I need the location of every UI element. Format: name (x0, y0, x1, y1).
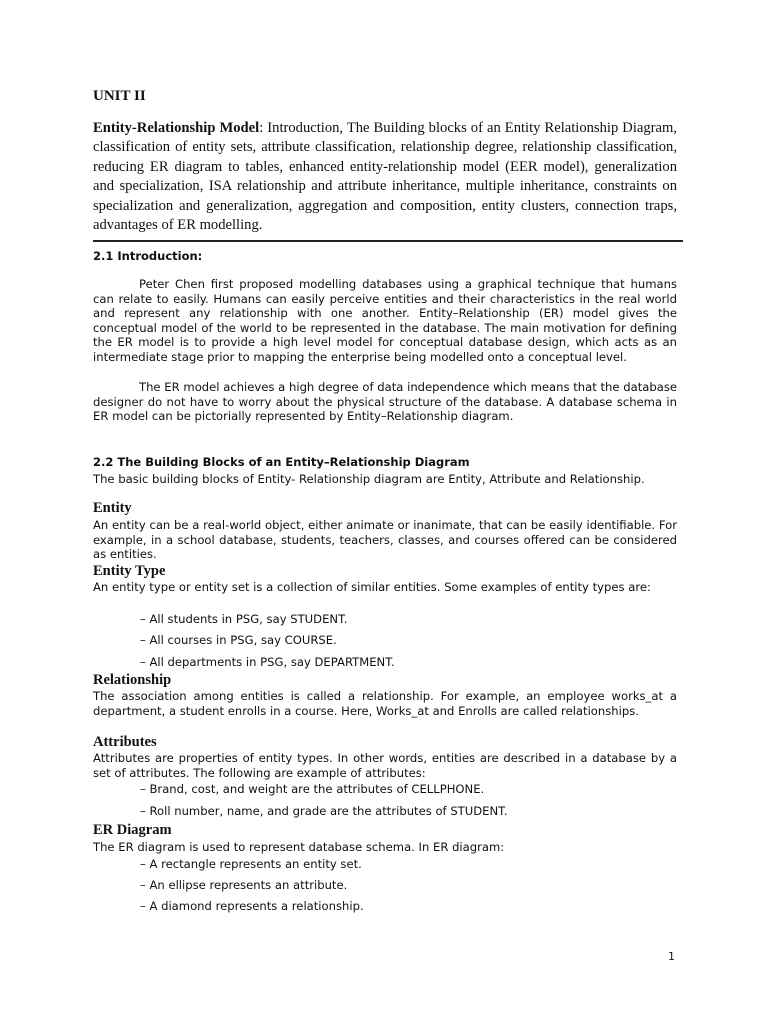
heading-er-diagram: ER Diagram (93, 822, 172, 838)
list-item: – All courses in PSG, say COURSE. (140, 633, 337, 647)
heading-attributes: Attributes (93, 734, 157, 750)
syllabus-paragraph (93, 119, 677, 235)
er-diagram-paragraph: The ER diagram is used to represent database schema. In ER diagram: (93, 840, 505, 854)
list-item: – An ellipse represents an attribute. (140, 878, 348, 892)
section-heading-introduction: 2.1 Introduction: (93, 249, 203, 263)
entity-type-paragraph: An entity type or entity set is a collection of similar entities. Some examples of entity types are: (93, 580, 651, 594)
entity-paragraph: An entity can be a real-world object, either animate or inanimate, that can be easily identifiable. For example, in a school database, students, teachers, classes, and courses offered can be considered as entities. (93, 518, 677, 562)
syllabus-lead: Entity-Relationship Model (93, 120, 260, 136)
syllabus-text: : Introduction, The Building blocks of an Entity Relationship Diagram, classification of entity sets, attribute classification, relationship degree, relationship classification, reducing ER diagram to tables, enhanced entity-relationship model (EER model), generalization and specialization, ISA relationship and attribute inheritance, multiple inheritance, constraints on specialization and generalization, aggregation and composition, entity clusters, connection traps, advantages of ER modelling. (93, 120, 677, 234)
heading-relationship: Relationship (93, 672, 172, 688)
list-item: – All departments in PSG, say DEPARTMENT. (140, 655, 395, 669)
page-number: 1 (668, 950, 675, 963)
list-item: – Brand, cost, and weight are the attributes of CELLPHONE. (140, 782, 485, 796)
attributes-paragraph: Attributes are properties of entity types. In other words, entities are described in a database by a set of attributes. The following are example of attributes: (93, 751, 677, 780)
intro-paragraph-1: Peter Chen first proposed modelling databases using a graphical technique that humans can relate to easily. Humans can easily perceive entities and their characteristics in the real world and represent any relationship with one another. Entity–Relationship (ER) model gives the conceptual model of the world to be represented in the database. The main motivation for defining the ER model is to provide a high level model for conceptual database design, which acts as an intermediate stage prior to mapping the enterprise being modelled onto a conceptual level. (93, 277, 677, 364)
list-item: – A diamond represents a relationship. (140, 899, 364, 913)
building-blocks-intro: The basic building blocks of Entity- Relationship diagram are Entity, Attribute and Relationship. (93, 472, 645, 486)
unit-title: UNIT II (93, 88, 146, 104)
relationship-paragraph: The association among entities is called a relationship. For example, an employee works_at a department, a student enrolls in a course. Here, Works_at and Enrolls are called relationships. (93, 689, 677, 718)
heading-entity: Entity (93, 500, 132, 516)
heading-entity-type: Entity Type (93, 563, 166, 579)
section-divider (93, 240, 683, 242)
section-heading-building-blocks: 2.2 The Building Blocks of an Entity–Relationship Diagram (93, 455, 470, 469)
intro-paragraph-2: The ER model achieves a high degree of data independence which means that the database designer do not have to worry about the physical structure of the database. A database schema in ER model can be pictorially represented by Entity–Relationship diagram. (93, 380, 677, 424)
list-item: – A rectangle represents an entity set. (140, 857, 362, 871)
list-item: – All students in PSG, say STUDENT. (140, 612, 348, 626)
list-item: – Roll number, name, and grade are the attributes of STUDENT. (140, 804, 508, 818)
